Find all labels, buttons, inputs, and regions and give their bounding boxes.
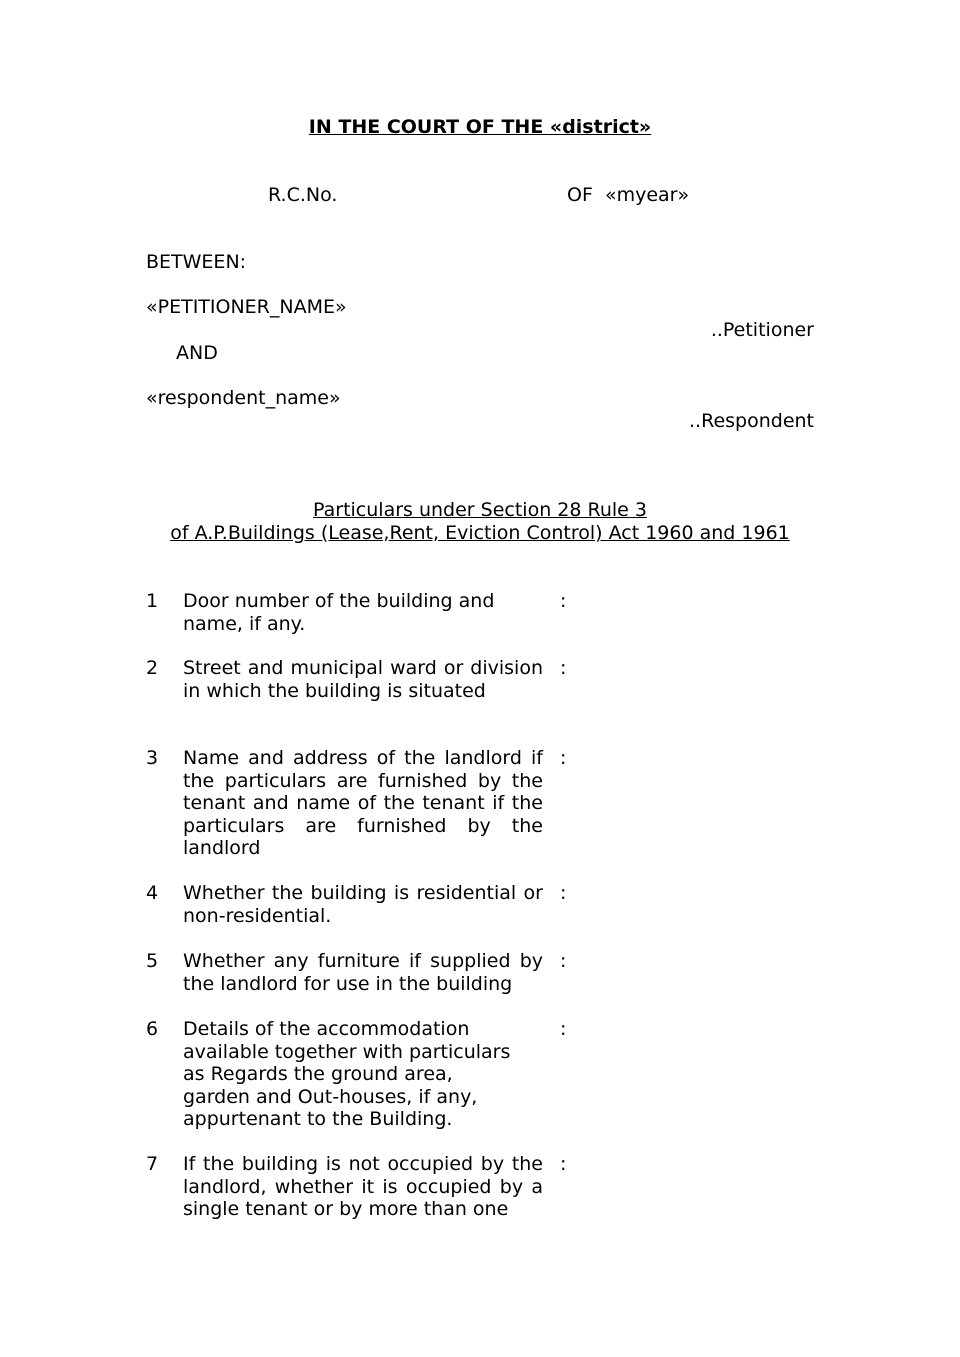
item-text: Whether any furniture if supplied by the landlord for use in the building — [183, 950, 543, 995]
item-text: Door number of the building and name, if any. — [183, 590, 495, 635]
respondent-role: ..Respondent — [689, 410, 814, 432]
item-text: Details of the accommodation available together with particulars as Regards the ground area, garden and Out-houses, if any, appurtenant to the Building. — [183, 1018, 511, 1131]
item-colon: : — [560, 882, 567, 904]
item-colon: : — [560, 747, 567, 769]
item-number: 6 — [146, 1018, 159, 1040]
item-colon: : — [560, 657, 567, 679]
and-label: AND — [176, 342, 218, 364]
particulars-title-line2: of A.P.Buildings (Lease,Rent, Eviction Control) Act 1960 and 1961 — [170, 522, 790, 544]
of-year-label: OF «myear» — [567, 184, 690, 206]
item-number: 7 — [146, 1153, 159, 1175]
petitioner-name: «PETITIONER_NAME» — [146, 296, 347, 318]
item-number: 4 — [146, 882, 159, 904]
court-title: IN THE COURT OF THE «district» — [308, 116, 652, 138]
item-number: 5 — [146, 950, 159, 972]
item-text: If the building is not occupied by the landlord, whether it is occupied by a single tenant or by more than one — [183, 1153, 543, 1221]
rc-no-label: R.C.No. — [268, 184, 338, 206]
item-colon: : — [560, 1018, 567, 1040]
item-number: 3 — [146, 747, 159, 769]
item-text: Whether the building is residential or non-residential. — [183, 882, 543, 927]
petitioner-role: ..Petitioner — [710, 319, 814, 341]
item-colon: : — [560, 590, 567, 612]
item-text: Street and municipal ward or division in which the building is situated — [183, 657, 543, 702]
item-colon: : — [560, 1153, 567, 1175]
particulars-title-line1: Particulars under Section 28 Rule 3 — [313, 499, 647, 521]
item-colon: : — [560, 950, 567, 972]
between-label: BETWEEN: — [146, 251, 247, 273]
respondent-name: «respondent_name» — [146, 387, 341, 409]
item-number: 2 — [146, 657, 159, 679]
item-number: 1 — [146, 590, 159, 612]
item-text: Name and address of the landlord if the particulars are furnished by the tenant and name of the tenant if the particulars are furnished by the landlord — [183, 747, 543, 860]
